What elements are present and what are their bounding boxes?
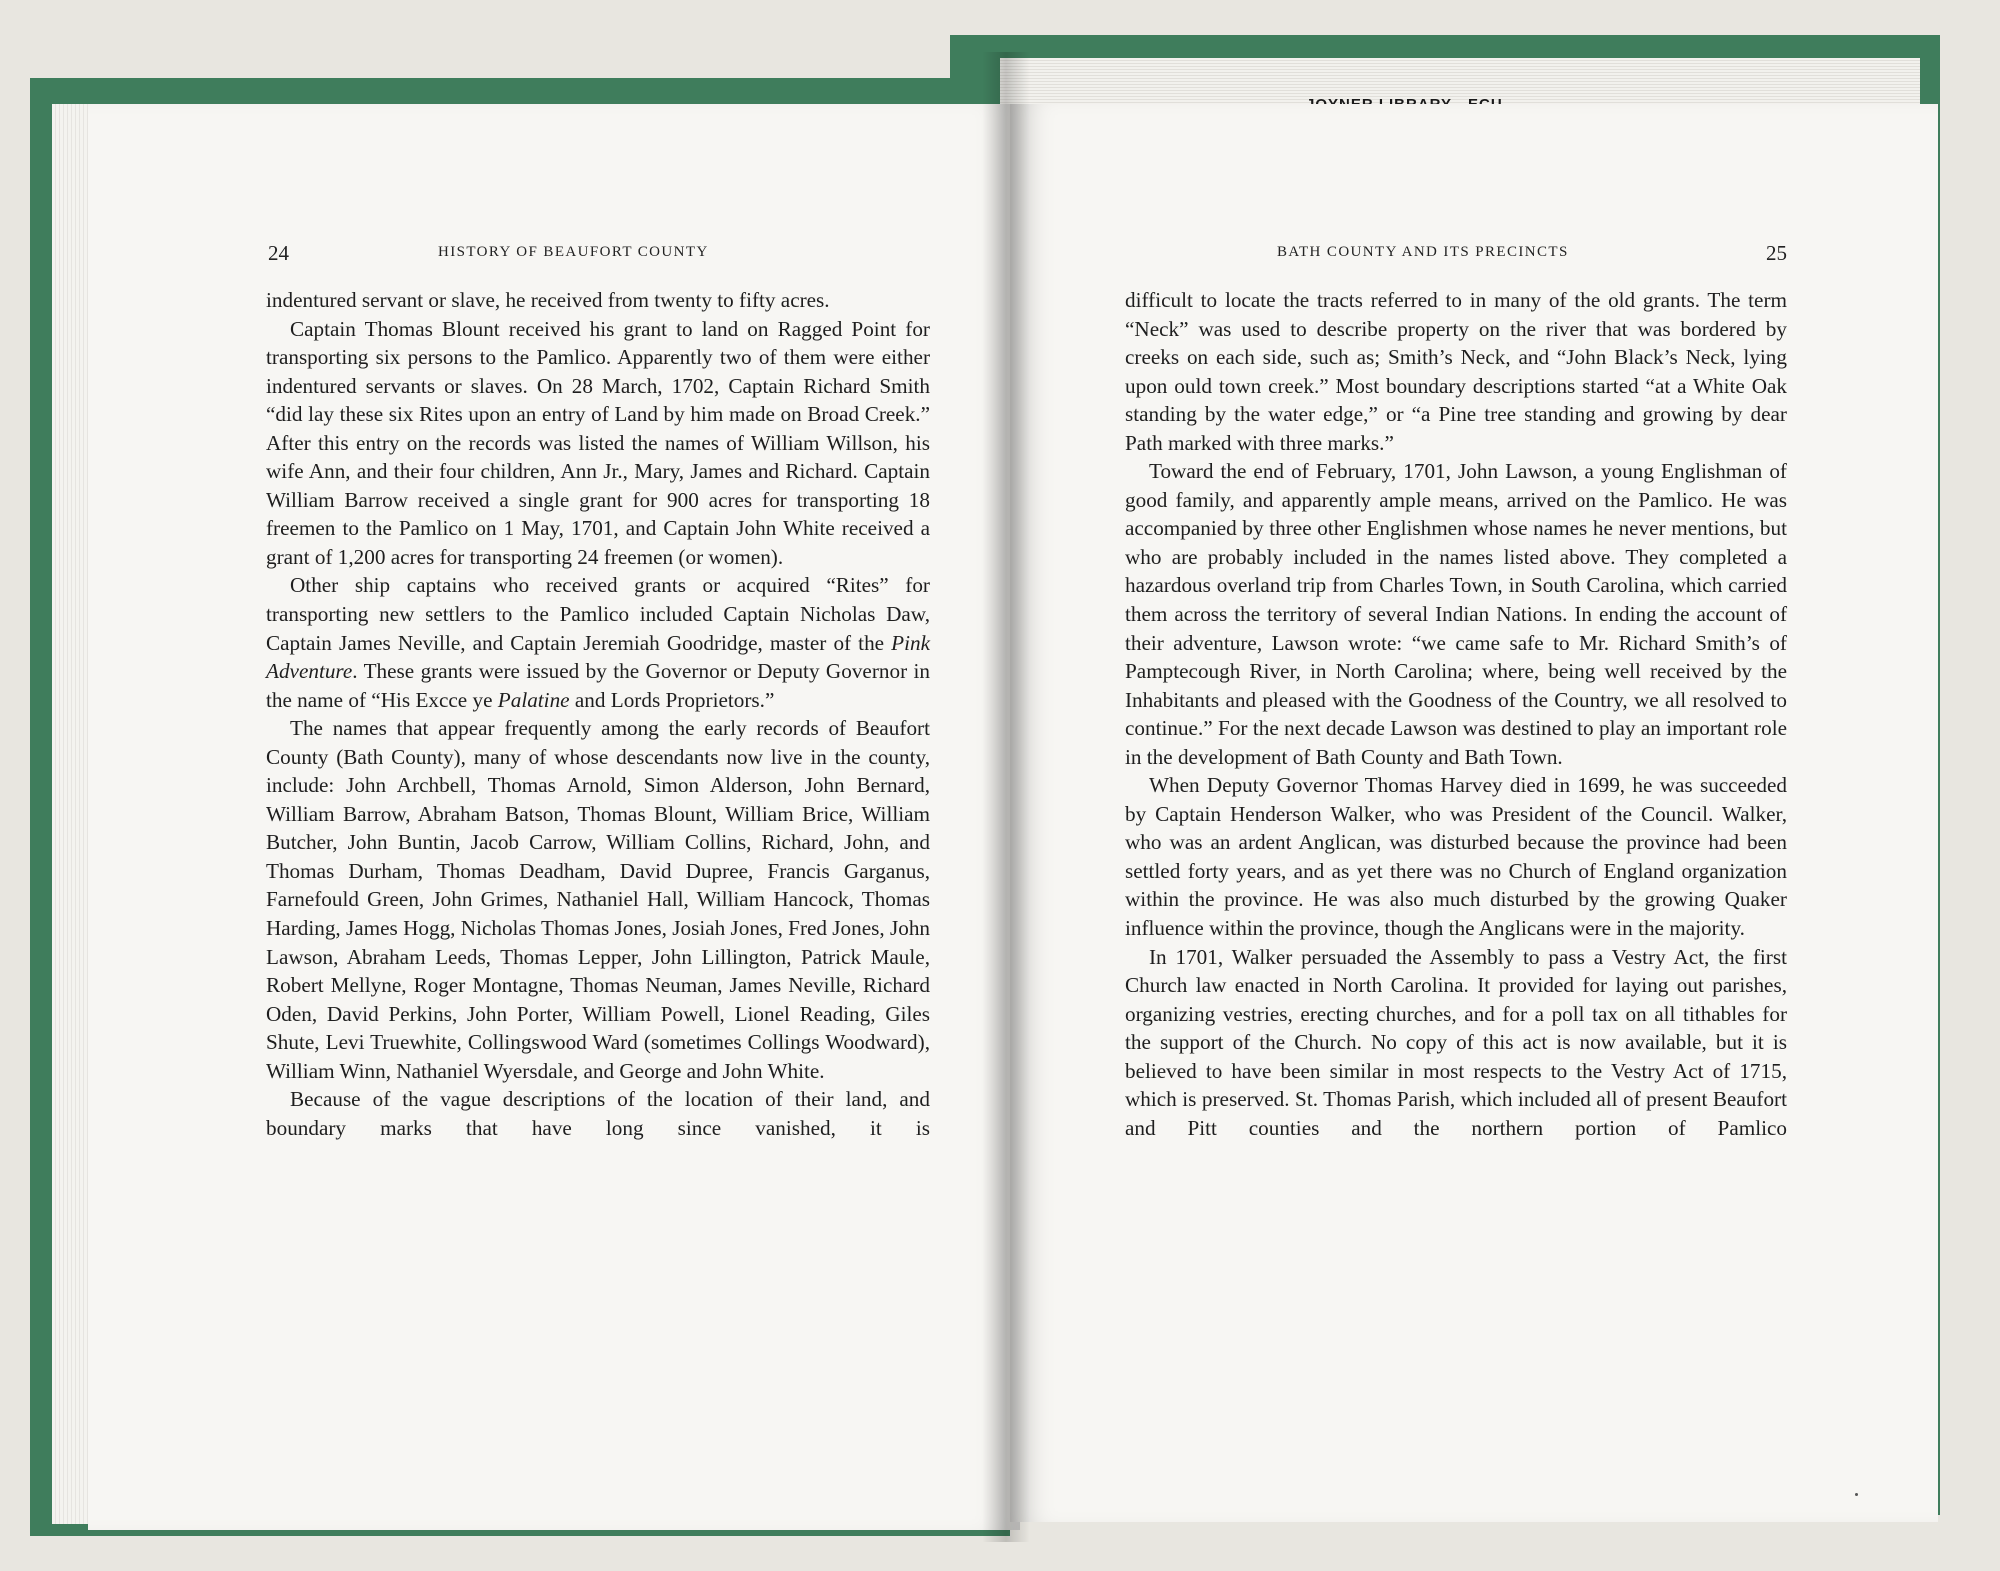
text-run: indentured servant or slave, he received from twenty to fifty acres. bbox=[266, 288, 830, 312]
text-run: difficult to locate the tracts referred to in many of the old grants. The term “Neck” was used to describe property on the river that was bordered by creeks on each side, such as; Smith’s Neck, and “John Black’s Neck, lying upon ould town creek.” Most boundary descriptions started “at a White Oak standing by the water edge,” or “a Pine tree standing and growing by dear Path marked with three marks.” bbox=[1125, 288, 1787, 455]
text-run: Captain Thomas Blount received his grant to land on Ragged Point for transporting six persons to the Pamlico. Apparently two of them were either indentured servants or slaves. On 28 March, 1702, Captain Richard Smith “did lay these six Rites upon an entry of Land by him made on Broad Creek.” After this entry on the records was listed the names of William Willson, his wife Ann, and their four children, Ann Jr., Mary, James and Richard. Captain William Barrow received a single grant for 900 acres for transporting 18 freemen to the Pamlico on 1 May, 1701, and Captain John White received a grant of 1,200 acres for transporting 24 freemen (or women). bbox=[266, 316, 930, 569]
paragraph bbox=[266, 714, 930, 1085]
paragraph bbox=[1125, 286, 1787, 457]
page-edges-left bbox=[52, 104, 92, 1524]
text-run: Toward the end of February, 1701, John Lawson, a young Englishman of good family, and apparently ample means, arrived on the Pamlico. He was accompanied by three other Englishmen whose names he never mentions, but who are probably included in the names listed above. They completed a hazardous overland trip from Charles Town, in South Carolina, which carried them across the territory of several Indian Nations. In ending the account of their adventure, Lawson wrote: “we came safe to Mr. Richard Smith’s of Pamptecough River, in North Carolina; where, being well received by the Inhabitants and pleased with the Goodness of the Country, we all resolved to continue.” For the next decade Lawson was destined to play an important role in the development of Bath County and Bath Town. bbox=[1125, 459, 1787, 769]
text-run: The names that appear frequently among the early records of Beaufort County (Bath County), many of whose descendants now live in the county, include: John Archbell, Thomas Arnold, Simon Alderson, John Bernard, William Barrow, Abraham Batson, Thomas Blount, William Brice, William Butcher, John Buntin, Jacob Carrow, William Collins, Richard, John, and Thomas Durham, Thomas Deadham, David Dupree, Francis Garganus, Farnefould Green, John Grimes, Nathaniel Hall, William Hancock, Thomas Harding, James Hogg, Nicholas Thomas Jones, Josiah Jones, Fred Jones, John Lawson, Abraham Leeds, Thomas Lepper, John Lillington, Patrick Maule, Robert Mellyne, Roger Montagne, Thomas Neuman, James Neville, Richard Oden, David Perkins, John Porter, William Powell, Lionel Reading, Giles Shute, Levi Truewhite, Collingswood Ward (sometimes Collings Woodward), William Winn, Nathaniel Wyersdale, and George and John White. bbox=[266, 716, 931, 1083]
page-number: 25 bbox=[1766, 241, 1787, 265]
running-title: HISTORY OF BEAUFORT COUNTY bbox=[438, 244, 709, 260]
text-run: In 1701, Walker persuaded the Assembly to pass a Vestry Act, the first Church law enacted in North Carolina. It provided for laying out parishes, organizing vestries, erecting churches, and for a poll tax on all tithables for the support of the Church. No copy of this act is now available, but it is believed to have been similar in most respects to the Vestry Act of 1715, which is preserved. St. Thomas Parish, which included all of present Beaufort and Pitt counties and the northern portion of Pamlico bbox=[1125, 944, 1787, 1140]
paragraph bbox=[266, 1085, 930, 1142]
paragraph bbox=[266, 315, 930, 572]
right-page-body bbox=[1125, 286, 1787, 1142]
paragraph bbox=[1125, 457, 1787, 771]
page-number: 24 bbox=[268, 241, 289, 265]
left-page-body bbox=[266, 286, 930, 1142]
text-run: When Deputy Governor Thomas Harvey died in 1699, he was succeeded by Captain Henderson Walker, who was President of the Council. Walker, who was an ardent Anglican, was disturbed because the province had been settled forty years, and as yet there was no Church of England organization within the province. He was also much disturbed by the growing Quaker influence within the province, though the Anglicans were in the majority. bbox=[1125, 773, 1787, 941]
text-run: . These grants were issued by the Governor or Deputy Governor in the name of “His Excce ye bbox=[266, 659, 930, 712]
text-run: and Lords Proprietors.” bbox=[569, 687, 775, 712]
page-speck bbox=[1855, 1493, 1858, 1496]
italic-term: Palatine bbox=[497, 687, 570, 712]
right-page-header bbox=[1125, 241, 1787, 273]
book-gutter bbox=[982, 52, 1030, 1542]
paragraph bbox=[1125, 943, 1787, 1143]
paragraph bbox=[1125, 771, 1787, 942]
paragraph bbox=[266, 286, 930, 315]
text-run: Other ship captains who received grants or acquired “Rites” for transporting new settlers to the Pamlico included Captain Nicholas Daw, Captain James Neville, and Captain Jeremiah Goodridge, master of the bbox=[266, 573, 930, 655]
paragraph bbox=[266, 571, 930, 714]
text-run: Because of the vague descriptions of the location of their land, and boundary marks that have long since vanished, it is bbox=[266, 1087, 930, 1140]
left-page-header bbox=[268, 241, 932, 273]
ship-name: Pink Adventure bbox=[266, 630, 930, 684]
running-title: BATH COUNTY AND ITS PRECINCTS bbox=[1277, 244, 1569, 260]
